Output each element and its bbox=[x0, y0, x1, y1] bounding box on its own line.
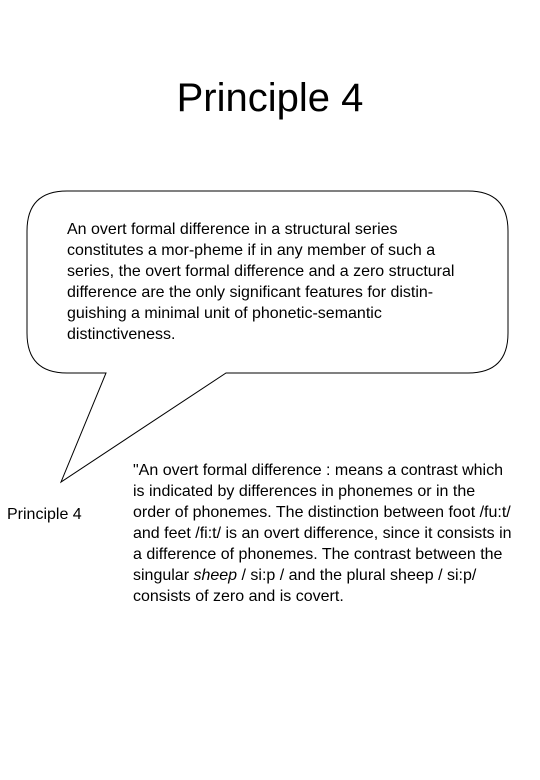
callout-text: An overt formal difference in a structural series constitutes a mor-pheme if in any member of such a series, the overt formal difference and a zero structural difference are the only significant features for distin-guishing a minimal unit of phonetic-semantic distinctiveness. bbox=[67, 221, 455, 343]
side-label: Principle 4 bbox=[7, 506, 82, 523]
explanation-italic-word: sheep bbox=[193, 567, 238, 584]
explanation-part-1: "An overt formal difference : means a contrast which is indicated by differences in phonemes or in the order of phonemes. The distinction between foot /fu:t/ and feet /fi:t/ is an overt difference, since it consists in a difference of phonemes. The contrast between the singular bbox=[133, 462, 512, 584]
explanation-part-2: / si:p / and the plural sheep / si:p/ consists of zero and is covert. bbox=[133, 567, 477, 605]
page-title: Principle 4 bbox=[176, 76, 364, 120]
explanation-text bbox=[133, 460, 513, 607]
